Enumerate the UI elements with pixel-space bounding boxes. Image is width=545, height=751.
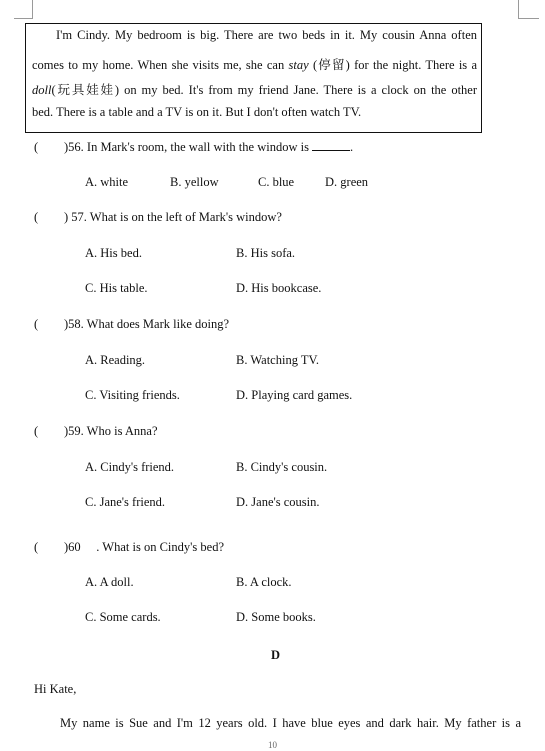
option-57-d: D. His bookcase.	[236, 281, 322, 295]
passage-gloss-doll: (玩具娃娃)	[51, 83, 120, 97]
option-58-d: D. Playing card games.	[236, 388, 353, 402]
option-57-a: A. His bed.	[85, 246, 142, 260]
option-56-d: D. green	[325, 175, 369, 189]
option-56-b: B. yellow	[170, 175, 219, 189]
passage-word-stay: stay	[288, 58, 309, 72]
letter-body-line-1: My name is Sue and I'm 12 years old. I have blue eyes and dark hair. My father is a	[60, 716, 521, 730]
option-58-c: C. Visiting friends.	[85, 388, 180, 402]
passage-line-1: I'm Cindy. My bedroom is big. There are two beds in it. My cousin Anna often	[56, 28, 477, 42]
section-heading-d: D	[271, 648, 281, 662]
option-57-c: C. His table.	[85, 281, 148, 295]
question-56: ( )56. In Mark's room, the wall with the window is .	[34, 140, 354, 154]
question-58: ( )58. What does Mark like doing?	[34, 317, 230, 331]
option-58-a: A. Reading.	[85, 353, 146, 367]
page-number: 10	[268, 740, 277, 750]
passage-line-2: comes to my home. When she visits me, she can stay (停留) for the night. There is a	[32, 58, 478, 72]
answer-blank	[312, 140, 350, 151]
option-60-b: B. A clock.	[236, 575, 292, 589]
option-59-b: B. Cindy's cousin.	[236, 460, 328, 474]
option-58-b: B. Watching TV.	[236, 353, 320, 367]
option-60-d: D. Some books.	[236, 610, 316, 624]
reading-passage-box	[25, 23, 482, 133]
passage-line-4: bed. There is a table and a TV is on it. But I don't often watch TV.	[32, 105, 362, 119]
option-57-b: B. His sofa.	[236, 246, 296, 260]
question-57: ( ) 57. What is on the left of Mark's window?	[34, 210, 282, 224]
option-59-d: D. Jane's cousin.	[236, 495, 320, 509]
option-56-c: C. blue	[258, 175, 295, 189]
question-59: ( )59. Who is Anna?	[34, 424, 158, 438]
passage-gloss-stay: (停留)	[312, 58, 350, 72]
option-60-c: C. Some cards.	[85, 610, 161, 624]
passage-word-doll: doll	[32, 83, 52, 97]
question-60: ( )60 . What is on Cindy's bed?	[34, 540, 224, 554]
option-56-a: A. white	[85, 175, 129, 189]
crop-mark-left	[14, 0, 33, 19]
option-59-c: C. Jane's friend.	[85, 495, 166, 509]
passage-line-3: doll(玩具娃娃) on my bed. It's from my friend Jane. There is a clock on the other	[32, 83, 478, 97]
letter-greeting: Hi Kate,	[34, 682, 77, 696]
crop-mark-right	[518, 0, 539, 19]
option-59-a: A. Cindy's friend.	[85, 460, 175, 474]
option-60-a: A. A doll.	[85, 575, 134, 589]
